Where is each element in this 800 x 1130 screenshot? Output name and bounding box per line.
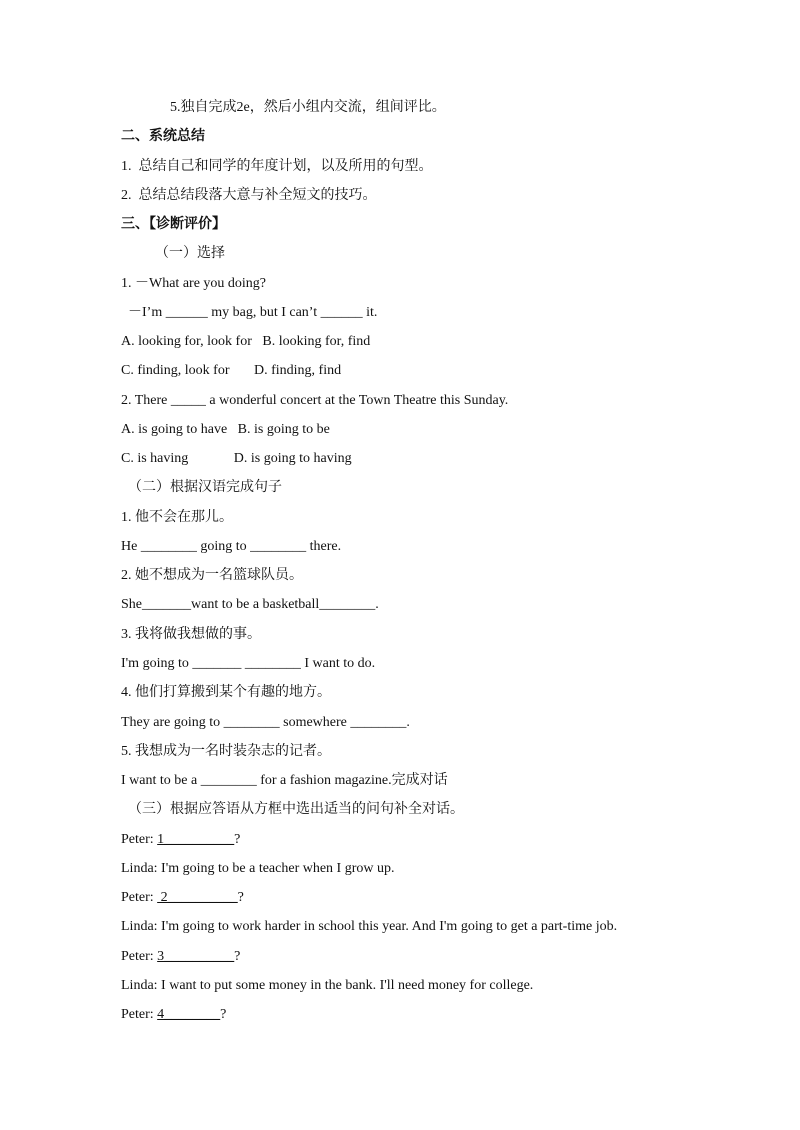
speaker-peter: Peter: — [121, 832, 158, 847]
question-mark: ? — [220, 1007, 227, 1022]
translate-2-blank: She_______want to be a basketball________. — [121, 597, 379, 612]
question-1-answer-line: －I’m ______ my bag, but I can’t ______ it. — [128, 305, 378, 320]
translate-5-blank: I want to be a ________ for a fashion magazine.完成对话 — [121, 773, 448, 788]
question-mark: ? — [237, 890, 244, 905]
dialog-peter-2 — [121, 889, 244, 907]
question-2-options-cd: C. is having D. is going to having — [121, 451, 352, 466]
speaker-peter: Peter: — [121, 1007, 158, 1022]
subsection-translate: （二）根据汉语完成句子 — [128, 480, 282, 495]
dialog-peter-3 — [121, 948, 240, 966]
translate-4-prompt: 4. 他们打算搬到某个有趣的地方。 — [121, 685, 331, 700]
dialog-blank-2: 2__________ — [157, 890, 238, 905]
subsection-choice: （一）选择 — [155, 246, 225, 261]
speaker-peter: Peter: — [121, 949, 158, 964]
section-heading-summary: 二、系统总结 — [121, 129, 205, 144]
dialog-blank-3: 3__________ — [157, 949, 235, 964]
dialog-blank-1: 1__________ — [157, 832, 235, 847]
question-1-options-cd: C. finding, look for D. finding, find — [121, 363, 342, 378]
dialog-linda-2: Linda: I'm going to work harder in school this year. And I'm going to get a part-time job. — [121, 919, 618, 934]
translate-5-prompt: 5. 我想成为一名时装杂志的记者。 — [121, 744, 331, 759]
subsection-dialogue: （三）根据应答语从方框中选出适当的问句补全对话。 — [128, 802, 464, 817]
section-heading-assessment: 三、【诊断评价】 — [121, 217, 226, 232]
question-1-options-ab: A. looking for, look for B. looking for, find — [121, 334, 371, 349]
translate-1-blank: He ________ going to ________ there. — [121, 539, 342, 554]
dialog-peter-4 — [121, 1006, 226, 1024]
dialog-peter-1 — [121, 831, 240, 849]
question-1: 1. －What are you doing? — [121, 276, 267, 291]
question-mark: ? — [234, 949, 241, 964]
task-instruction: 5.独自完成2e，然后小组内交流，组间评比。 — [170, 100, 446, 115]
translate-4-blank: They are going to ________ somewhere ________. — [121, 715, 410, 730]
dialog-linda-3: Linda: I want to put some money in the bank. I'll need money for college. — [121, 978, 534, 993]
translate-1-prompt: 1. 他不会在那儿。 — [121, 510, 233, 525]
translate-3-prompt: 3. 我将做我想做的事。 — [121, 627, 261, 642]
question-2-options-ab: A. is going to have B. is going to be — [121, 422, 330, 437]
summary-item-1: 1. 总结自己和同学的年度计划，以及所用的句型。 — [121, 159, 433, 174]
translate-2-prompt: 2. 她不想成为一名篮球队员。 — [121, 568, 303, 583]
question-2: 2. There _____ a wonderful concert at the Town Theatre this Sunday. — [121, 393, 509, 408]
summary-item-2: 2. 总结总结段落大意与补全短文的技巧。 — [121, 188, 377, 203]
speaker-peter: Peter: — [121, 890, 158, 905]
dialog-blank-4: 4________ — [157, 1007, 221, 1022]
dialog-linda-1: Linda: I'm going to be a teacher when I grow up. — [121, 861, 395, 876]
translate-3-blank: I'm going to _______ ________ I want to do. — [121, 656, 376, 671]
question-mark: ? — [234, 832, 241, 847]
